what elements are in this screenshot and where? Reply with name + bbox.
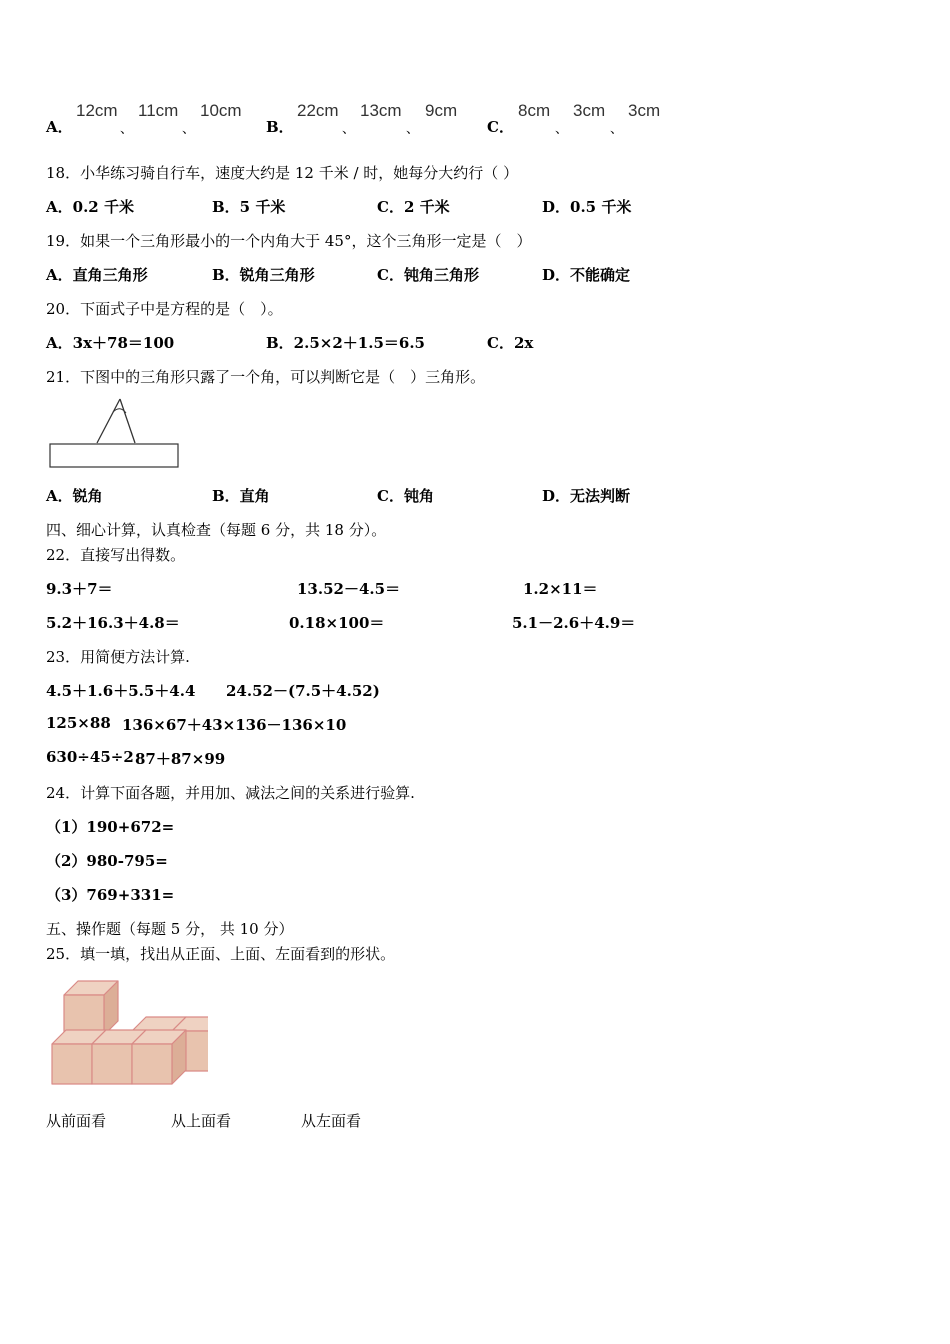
q17-option-a-label: A． xyxy=(46,118,73,136)
section-5-title: 五、操作题（每题 5 分， 共 10 分） xyxy=(46,920,294,938)
q17-separator: 、 xyxy=(406,122,420,137)
q17-separator: 、 xyxy=(555,122,569,137)
q23-expr: 630÷45÷2 xyxy=(46,748,134,766)
q23-expr: 136×67＋43×136－136×10 xyxy=(122,716,347,734)
q24-stem: 24．计算下面各题，并用加、减法之间的关系进行验算. xyxy=(46,784,415,802)
q17-option-a-value-2: 11cm xyxy=(138,101,179,120)
q17-option-c-label: C． xyxy=(487,118,514,136)
q17-option-a-value-1: 12cm xyxy=(76,101,118,120)
q20-option-a: A．3x＋78＝100 xyxy=(46,334,175,352)
q17-option-c-value-3: 3cm xyxy=(628,101,661,120)
q21-stem: 21．下图中的三角形只露了一个角，可以判断它是（ ）三角形。 xyxy=(46,368,486,386)
q17-separator: 、 xyxy=(182,122,196,137)
q17-option-c-value-2: 3cm xyxy=(573,101,606,120)
q25-view-front: 从前面看 xyxy=(46,1112,107,1130)
q18-option-a: A．0.2 千米 xyxy=(46,198,134,216)
q25-cube-stack-figure xyxy=(48,973,208,1091)
q21-option-d: D．无法判断 xyxy=(542,487,631,505)
q23-stem: 23．用简便方法计算. xyxy=(46,648,190,666)
q19-option-c: C．钝角三角形 xyxy=(377,266,479,284)
q23-expr: 125×88 xyxy=(46,714,111,732)
q20-stem: 20．下面式子中是方程的是（ ）。 xyxy=(46,300,283,318)
section-4-title: 四、细心计算，认真检查（每题 6 分，共 18 分）。 xyxy=(46,521,387,539)
q20-option-b: B．2.5×2＋1.5＝6.5 xyxy=(266,334,425,352)
q24-item-1: （1）190+672= xyxy=(46,818,175,836)
q18-stem: 18．小华练习骑自行车，速度大约是 12 千米 / 时，她每分大约行（ ） xyxy=(46,164,519,182)
q17-separator: 、 xyxy=(342,122,356,137)
cube-face xyxy=(52,1044,92,1084)
q21-option-a: A．锐角 xyxy=(46,487,103,505)
q23-expr: 24.52－(7.5＋4.52) xyxy=(226,682,380,700)
q19-stem: 19．如果一个三角形最小的一个内角大于 45°，这个三角形一定是（ ） xyxy=(46,232,532,250)
q19-option-d: D．不能确定 xyxy=(542,266,631,284)
cube-face xyxy=(64,995,104,1035)
cube-face xyxy=(132,1044,172,1084)
q24-item-2: （2）980-795= xyxy=(46,852,168,870)
q22-expr: 5.1－2.6＋4.9＝ xyxy=(512,614,636,632)
q17-option-b-value-1: 22cm xyxy=(297,101,339,120)
q25-view-left: 从左面看 xyxy=(301,1112,362,1130)
cube-face xyxy=(92,1044,132,1084)
q22-stem: 22．直接写出得数。 xyxy=(46,546,186,564)
q22-expr: 1.2×11＝ xyxy=(523,580,598,598)
q24-item-3: （3）769+331= xyxy=(46,886,175,904)
q18-option-c: C．2 千米 xyxy=(377,198,450,216)
q19-option-b: B．锐角三角形 xyxy=(212,266,315,284)
q23-expr: 87＋87×99 xyxy=(135,750,226,768)
q21-option-c: C．钝角 xyxy=(377,487,434,505)
q17-option-a-value-3: 10cm xyxy=(200,101,242,120)
q21-option-b: B．直角 xyxy=(212,487,270,505)
q18-option-b: B．5 千米 xyxy=(212,198,286,216)
q17-separator: 、 xyxy=(120,122,134,137)
q23-expr: 4.5＋1.6＋5.5＋4.4 xyxy=(46,682,196,700)
q17-separator: 、 xyxy=(610,122,624,137)
q22-expr: 5.2＋16.3＋4.8＝ xyxy=(46,614,180,632)
q17-option-b-value-3: 9cm xyxy=(425,101,458,120)
q17-option-b-value-2: 13cm xyxy=(360,101,402,120)
q22-expr: 0.18×100＝ xyxy=(289,614,385,632)
q19-option-a: A．直角三角形 xyxy=(46,266,148,284)
q25-view-top: 从上面看 xyxy=(171,1112,232,1130)
q17-option-c-value-1: 8cm xyxy=(518,101,551,120)
q25-stem: 25．填一填，找出从正面、上面、左面看到的形状。 xyxy=(46,945,396,963)
q20-option-c: C．2x xyxy=(487,334,534,352)
q22-expr: 9.3＋7＝ xyxy=(46,580,113,598)
q18-option-d: D．0.5 千米 xyxy=(542,198,632,216)
q21-triangle-figure xyxy=(46,396,186,472)
q17-option-b-label: B． xyxy=(266,118,294,136)
q22-expr: 13.52－4.5＝ xyxy=(297,580,401,598)
